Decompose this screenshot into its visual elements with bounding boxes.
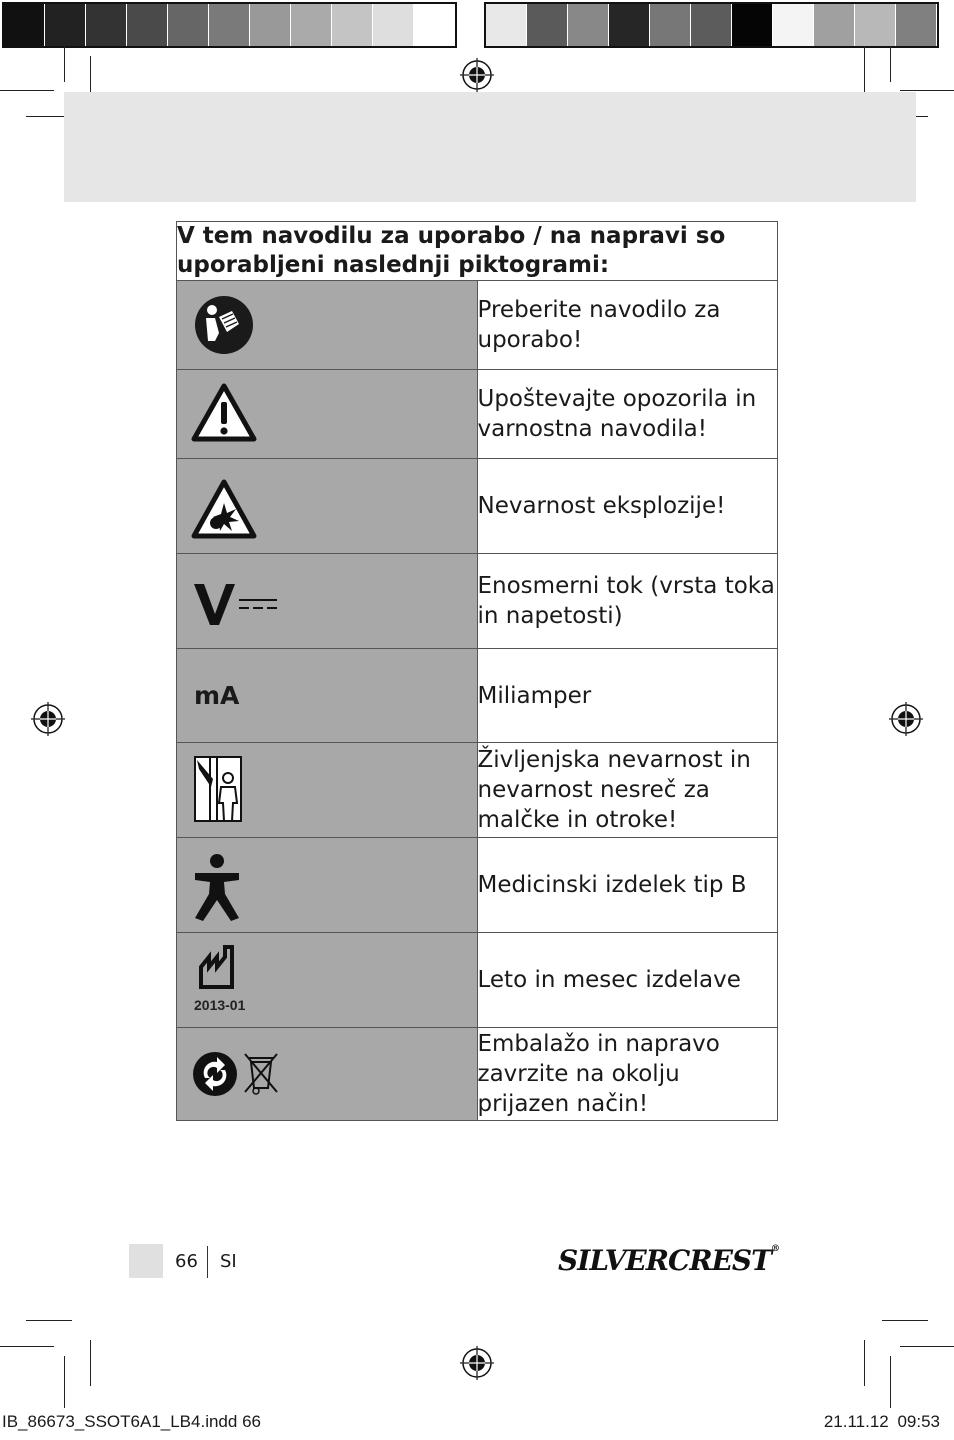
color-swatch (332, 4, 373, 46)
brand-name: SILVERCREST (558, 1244, 771, 1277)
crop-mark (900, 1346, 954, 1347)
row-description: Enosmerni tok (vrsta toka in napetosti) (477, 554, 778, 649)
color-swatch (86, 4, 127, 46)
crop-mark (864, 1340, 865, 1386)
registration-mark-bottom-icon (460, 1346, 494, 1380)
color-swatch (650, 4, 691, 46)
icon-cell (177, 281, 478, 370)
icon-cell (177, 554, 478, 649)
color-swatch (373, 4, 414, 46)
table-row (177, 281, 778, 370)
brand-registered-mark: ® (771, 1244, 779, 1254)
language-code: SI (220, 1251, 237, 1272)
color-calibration-bar-right (484, 2, 939, 48)
row-description: Miliamper (477, 649, 778, 743)
header-band (64, 92, 916, 202)
color-swatch (609, 4, 650, 46)
pictogram-table (176, 221, 778, 1121)
color-swatch (732, 4, 773, 46)
table-row (177, 1028, 778, 1121)
color-swatch (568, 4, 609, 46)
color-swatch (209, 4, 250, 46)
table-row (177, 459, 778, 554)
table-row (177, 743, 778, 838)
color-swatch (527, 4, 568, 46)
table-heading-row (177, 222, 778, 281)
registration-mark-top-icon (460, 58, 494, 92)
color-swatch (814, 4, 855, 46)
crop-mark (882, 1320, 928, 1321)
crop-mark (64, 1356, 65, 1408)
icon-cell (177, 838, 478, 933)
color-swatch (45, 4, 86, 46)
crop-mark (864, 46, 865, 98)
registration-mark-right-icon (889, 702, 923, 736)
table-row (177, 649, 778, 743)
slug-datetime: 21.11.12 09:53 (823, 1412, 940, 1431)
crop-mark (890, 1356, 891, 1408)
slug-filename: IB_86673_SSOT6A1_LB4.indd 66 (2, 1412, 261, 1431)
color-swatch (414, 4, 455, 46)
icon-cell (177, 370, 478, 459)
crop-mark (890, 46, 891, 82)
manufacture-date-label: 2013-01 (194, 997, 246, 1013)
color-swatch (486, 4, 527, 46)
brand-logo (558, 1244, 779, 1277)
footer-separator (207, 1246, 208, 1278)
explosion-hazard-icon (177, 459, 297, 553)
table-row (177, 838, 778, 933)
table-heading: V tem navodilu za uporabo / na napravi so uporabljeni naslednji piktogrami: (177, 222, 778, 281)
color-swatch (855, 4, 896, 46)
row-description: Upoštevajte opozorila in varnostna navodila! (477, 370, 778, 459)
crop-mark (0, 90, 54, 91)
milliamp-symbol: mA (194, 681, 240, 710)
crop-mark (900, 90, 954, 91)
icon-cell (177, 933, 478, 1028)
table-row (177, 554, 778, 649)
registration-mark-left-icon (31, 702, 65, 736)
table-row (177, 933, 778, 1028)
type-b-applied-part-icon (177, 838, 297, 932)
icon-cell (177, 459, 478, 554)
color-swatch (691, 4, 732, 46)
icon-cell (177, 743, 478, 838)
icon-cell (177, 1028, 478, 1121)
row-description: Medicinski izdelek tip B (477, 838, 778, 933)
color-swatch (250, 4, 291, 46)
crop-mark (64, 46, 65, 82)
page-footer (129, 1244, 779, 1280)
crop-mark (0, 1346, 54, 1347)
read-manual-icon (177, 281, 297, 369)
footer-tab-box (129, 1244, 163, 1278)
crop-mark (90, 1340, 91, 1386)
recycling-disposal-icon (177, 1028, 297, 1120)
child-danger-icon (177, 743, 297, 837)
row-description: Leto in mesec izdelave (477, 933, 778, 1028)
color-calibration-bar-left (2, 2, 457, 48)
row-description: Embalažo in napravo zavrzite na okolju prijazen način! (477, 1028, 778, 1121)
color-swatch (773, 4, 814, 46)
warning-triangle-icon (177, 370, 297, 458)
page-number: 66 (175, 1251, 198, 1272)
crop-mark (26, 1320, 72, 1321)
color-swatch (127, 4, 168, 46)
table-row (177, 370, 778, 459)
icon-cell (177, 649, 478, 743)
direct-current-icon (177, 554, 297, 648)
color-swatch (291, 4, 332, 46)
row-description: Nevarnost eksplozije! (477, 459, 778, 554)
color-swatch (4, 4, 45, 46)
row-description: Življenjska nevarnost in nevarnost nesreč za malčke in otroke! (477, 743, 778, 838)
row-description: Preberite navodilo za uporabo! (477, 281, 778, 370)
color-swatch (896, 4, 937, 46)
color-swatch (168, 4, 209, 46)
